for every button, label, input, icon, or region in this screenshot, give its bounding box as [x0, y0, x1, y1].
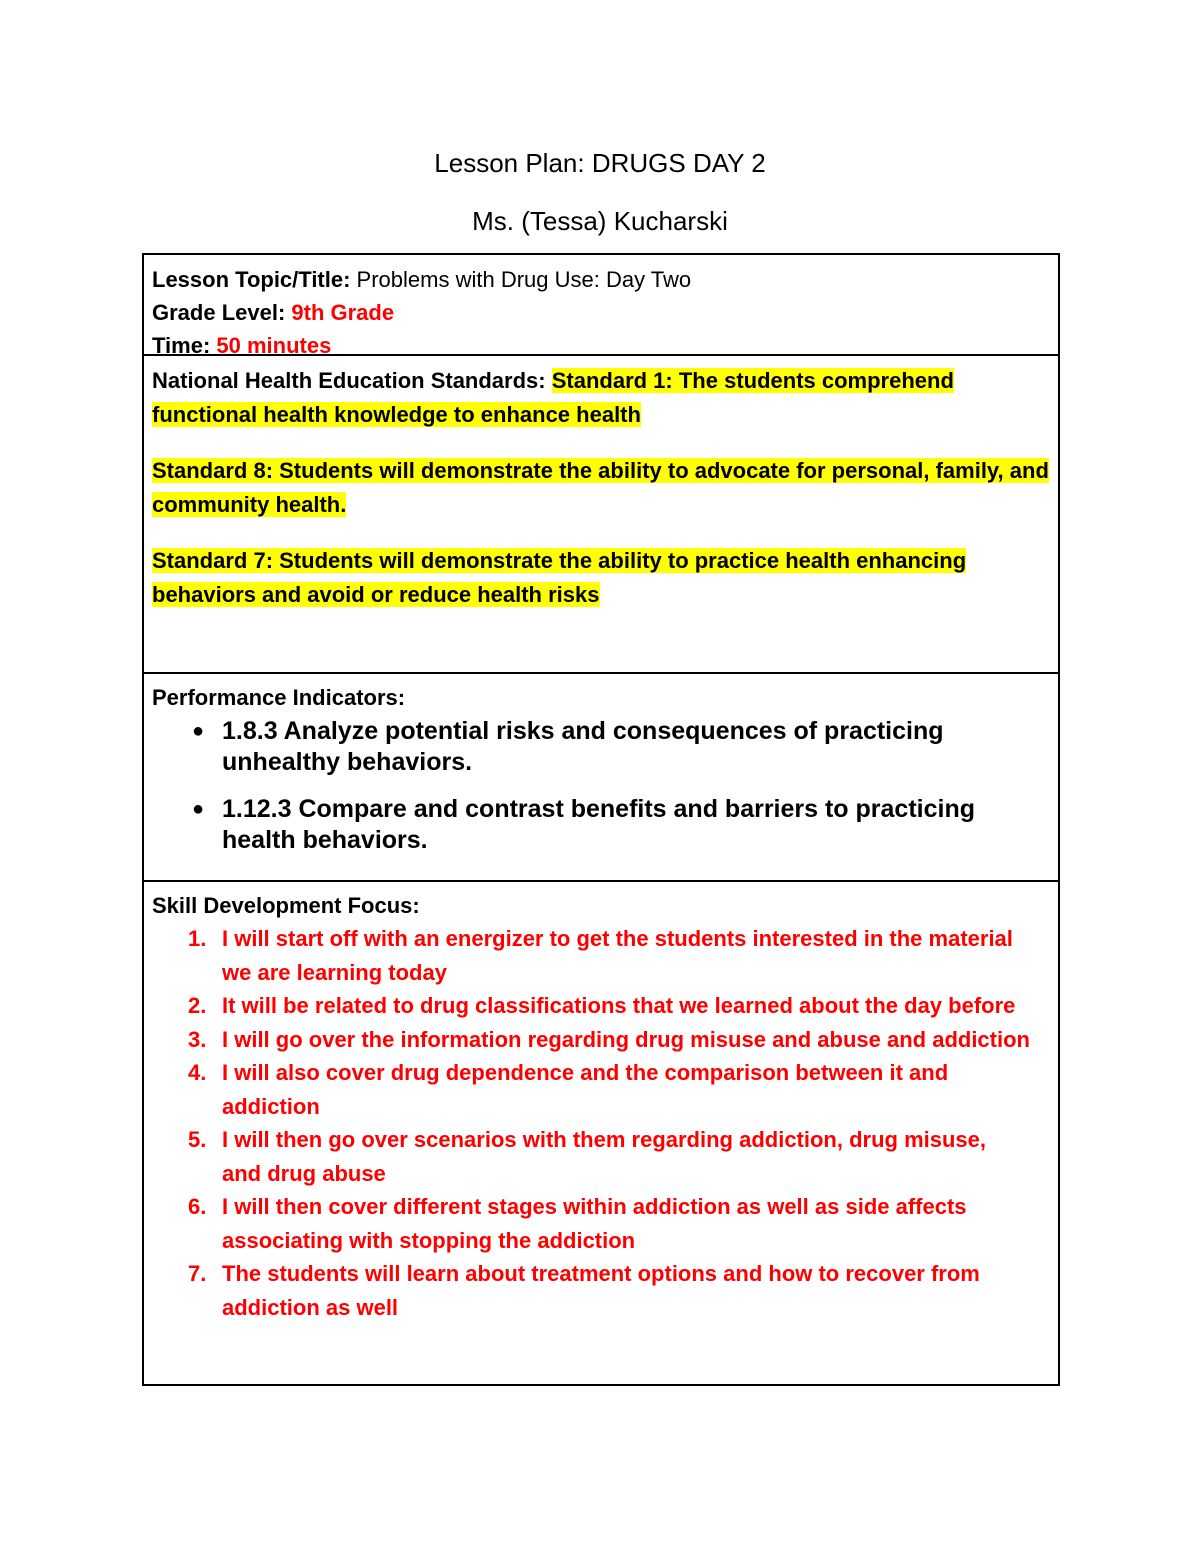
standard-text: Standard 8: Students will demonstrate the ability to advocate for personal, family, and community health.: [152, 458, 1049, 517]
standard-text: Standard 1: The students comprehend functional health knowledge to enhance health: [152, 368, 954, 427]
standard-text: Standard 7: Students will demonstrate the ability to practice health enhancing behaviors and avoid or reduce health risks: [152, 548, 967, 607]
list-item: [152, 1257, 1050, 1324]
page-title: Lesson Plan: DRUGS DAY 2: [434, 148, 766, 178]
standard-1: [152, 364, 1050, 432]
skill-text: I will then go over scenarios with them regarding addiction, drug misuse, and drug abuse: [222, 1127, 987, 1186]
indicator-text: 1.8.3 Analyze potential risks and consequences of practicing unhealthy behaviors.: [222, 717, 944, 776]
list-item: [152, 1190, 1050, 1257]
list-item: [152, 1056, 1050, 1123]
indicator-text: 1.12.3 Compare and contrast benefits and barriers to practicing health behaviors.: [222, 795, 975, 854]
skill-text: The students will learn about treatment options and how to recover from addiction as well: [222, 1261, 980, 1320]
author-name: Ms. (Tessa) Kucharski: [472, 206, 728, 236]
lesson-plan-table: [142, 253, 1060, 1386]
list-item: [152, 1023, 1050, 1057]
skill-text: I will start off with an energizer to get the students interested in the material we are learning today: [222, 926, 1013, 985]
skill-text: I will also cover drug dependence and the comparison between it and addiction: [222, 1060, 949, 1119]
lesson-info-row: [144, 255, 1058, 356]
list-number: 5.: [188, 1127, 207, 1152]
time-label: Time:: [152, 333, 211, 358]
list-item: [152, 989, 1050, 1023]
list-item: [152, 716, 1050, 778]
skills-row: [144, 882, 1058, 1384]
indicators-row: [144, 674, 1058, 882]
list-number: 7.: [188, 1261, 207, 1286]
topic-value: Problems with Drug Use: Day Two: [350, 267, 692, 292]
standards-row: [144, 356, 1058, 674]
time-value: 50 minutes: [210, 333, 332, 358]
grade-label: Grade Level:: [152, 300, 286, 325]
skill-text: I will then cover different stages within addiction as well as side affects associating with stopping the addiction: [222, 1194, 967, 1253]
skills-label: Skill Development Focus:: [152, 893, 420, 918]
list-number: 6.: [188, 1194, 207, 1219]
indicators-list: [152, 716, 1050, 856]
list-number: 4.: [188, 1060, 207, 1085]
topic-label: Lesson Topic/Title:: [152, 267, 351, 292]
bullet-icon: ●: [192, 720, 205, 742]
list-item: [152, 922, 1050, 989]
standard-7: [152, 544, 1050, 612]
list-number: 3.: [188, 1026, 207, 1052]
list-item: [152, 794, 1050, 856]
list-item: [152, 1123, 1050, 1190]
standard-8: [152, 454, 1050, 522]
grade-value: 9th Grade: [285, 300, 395, 325]
skill-text: It will be related to drug classifications that we learned about the day before: [222, 993, 1016, 1018]
indicators-label: Performance Indicators:: [152, 685, 406, 710]
skills-list: [152, 922, 1050, 1324]
list-number: 1.: [188, 926, 207, 951]
topic-line: [152, 263, 1050, 296]
list-number: 2.: [188, 993, 207, 1018]
bullet-icon: ●: [192, 798, 205, 820]
grade-line: [152, 296, 1050, 329]
standards-label: National Health Education Standards:: [152, 368, 552, 393]
skill-text: I will go over the information regarding drug misuse and abuse and addiction: [222, 1026, 1030, 1052]
